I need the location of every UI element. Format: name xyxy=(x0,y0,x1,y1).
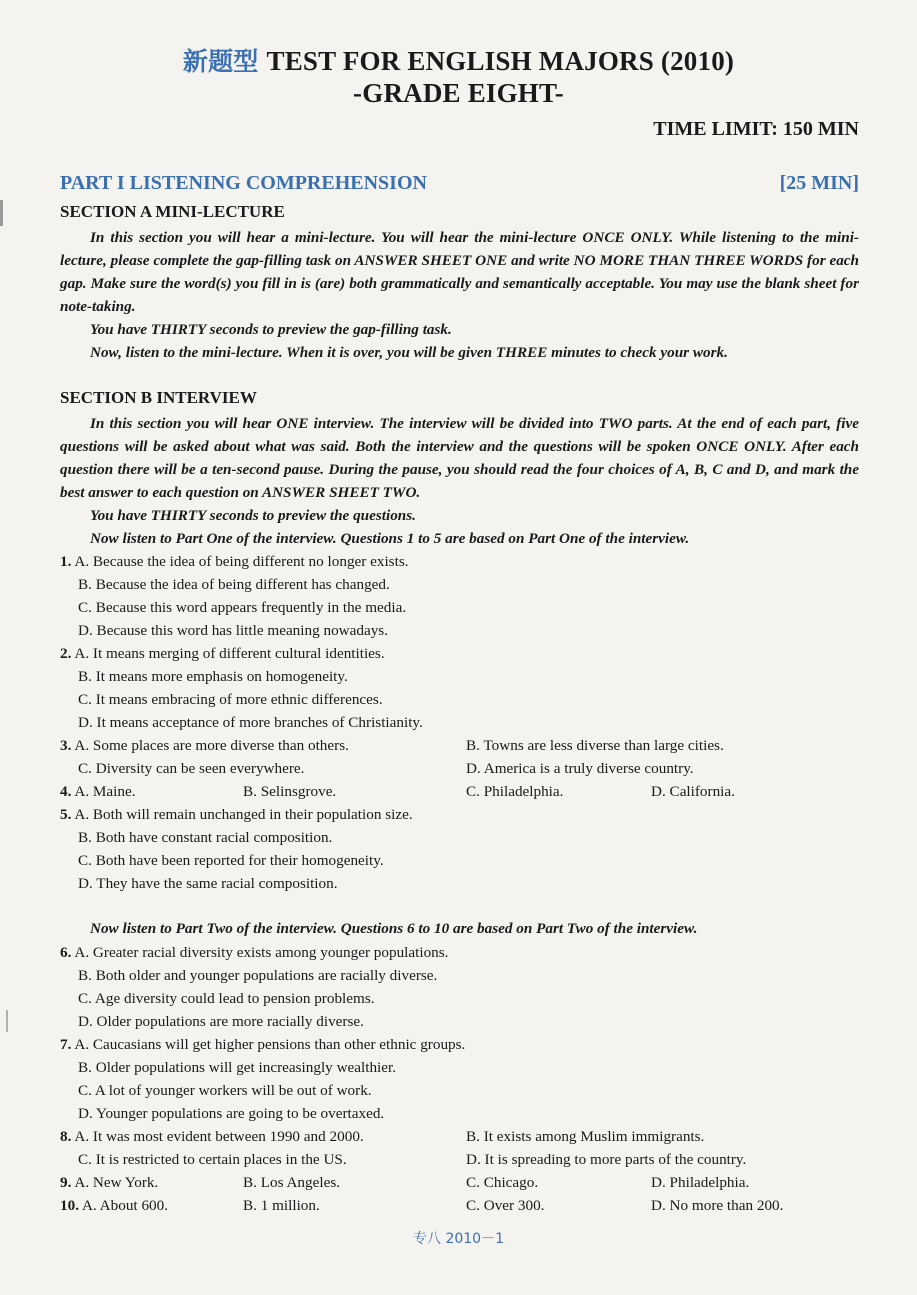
option-c: C. Over 300. xyxy=(466,1197,545,1214)
option-b: B. Because the idea of being different has changed. xyxy=(78,576,390,593)
option-a: A. Caucasians will get higher pensions than other ethnic groups. xyxy=(74,1036,466,1053)
option-a: A. It means merging of different cultural identities. xyxy=(74,645,385,662)
question-number: 2. xyxy=(60,645,72,662)
question-number: 8. xyxy=(60,1128,72,1145)
instruction-paragraph: You have THIRTY seconds to preview the questions. xyxy=(90,507,416,524)
option-a: A. Maine. xyxy=(74,783,136,800)
page-footer: 专八 2010－1 xyxy=(413,1231,504,1247)
question-number: 10. xyxy=(60,1197,79,1214)
option-a: A. Some places are more diverse than others. xyxy=(74,737,349,754)
option-a: A. Greater racial diversity exists among younger populations. xyxy=(74,944,449,961)
option-c: C. A lot of younger workers will be out of work. xyxy=(78,1082,372,1099)
option-b: B. 1 million. xyxy=(243,1197,320,1214)
questions-part-one xyxy=(60,550,859,895)
instruction-paragraph: Now, listen to the mini-lecture. When it is over, you will be given THREE minutes to check your work. xyxy=(90,344,728,361)
question-number: 6. xyxy=(60,944,72,961)
question-3 xyxy=(60,734,859,757)
option-d: D. Philadelphia. xyxy=(651,1174,750,1191)
question-number: 5. xyxy=(60,806,72,823)
part-two-instruction xyxy=(60,917,859,940)
option-d: D. Older populations are more racially diverse. xyxy=(78,1013,364,1030)
instruction-paragraph: Now listen to Part Two of the interview. Questions 6 to 10 are based on Part Two of the interview. xyxy=(90,920,698,937)
option-a: A. About 600. xyxy=(81,1197,169,1214)
question-2 xyxy=(60,642,859,665)
part-heading xyxy=(60,172,859,195)
option-d: D. It is spreading to more parts of the country. xyxy=(466,1151,747,1168)
option-c: C. It is restricted to certain places in the US. xyxy=(78,1151,347,1168)
question-8 xyxy=(60,1125,859,1148)
option-a: A. It was most evident between 1990 and 2000. xyxy=(74,1128,364,1145)
option-c: C. Age diversity could lead to pension problems. xyxy=(78,990,375,1007)
option-d: D. America is a truly diverse country. xyxy=(466,760,694,777)
option-a: A. Because the idea of being different no longer exists. xyxy=(74,553,409,570)
time-limit: TIME LIMIT: 150 MIN xyxy=(653,118,859,140)
option-b: B. It means more emphasis on homogeneity. xyxy=(78,668,348,685)
question-6 xyxy=(60,941,859,964)
option-b: B. Selinsgrove. xyxy=(243,783,337,800)
question-4 xyxy=(60,780,859,803)
option-b: B. It exists among Muslim immigrants. xyxy=(466,1128,705,1145)
option-b: B. Towns are less diverse than large cities. xyxy=(466,737,724,754)
instruction-paragraph: In this section you will hear ONE interview. The interview will be divided into TWO parts. At the end of each part, five questions will be asked about what was said. Both the interview and the questions will be spoken ONCE ONLY. After each question there will be a ten-second pause. During the pause, you should read the four choices of A, B, C and D, and mark the best answer to each question on ANSWER SHEET TWO. xyxy=(60,415,859,501)
instruction-paragraph: In this section you will hear a mini-lecture. You will hear the mini-lecture ONCE ONLY. While listening to the mini-lecture, please complete the gap-filling task on ANSWER SHEET ONE and write NO MORE THAN THREE WORDS for each gap. Make sure the word(s) you fill in is (are) both grammatically and semantically acceptable. You may use the blank sheet for note-taking. xyxy=(60,229,859,315)
question-number: 3. xyxy=(60,737,72,754)
option-a: A. Both will remain unchanged in their population size. xyxy=(74,806,413,823)
option-b: B. Both older and younger populations are racially diverse. xyxy=(78,967,438,984)
exam-title xyxy=(0,42,917,78)
question-number: 1. xyxy=(60,553,72,570)
option-d: D. Younger populations are going to be overtaxed. xyxy=(78,1105,385,1122)
option-b: B. Both have constant racial composition. xyxy=(78,829,333,846)
option-c: C. Because this word appears frequently in the media. xyxy=(78,599,407,616)
question-number: 9. xyxy=(60,1174,72,1191)
question-9 xyxy=(60,1171,859,1194)
instruction-paragraph: You have THIRTY seconds to preview the gap-filling task. xyxy=(90,321,452,338)
exam-subtitle: -GRADE EIGHT- xyxy=(353,78,564,108)
option-b: B. Older populations will get increasingly wealthier. xyxy=(78,1059,397,1076)
part-minutes: [25 MIN] xyxy=(779,172,859,194)
option-d: D. Because this word has little meaning nowadays. xyxy=(78,622,389,639)
option-d: D. It means acceptance of more branches of Christianity. xyxy=(78,714,423,731)
title-en: TEST FOR ENGLISH MAJORS (2010) xyxy=(266,46,735,76)
section-b-title: SECTION B INTERVIEW xyxy=(60,388,257,407)
page-edge-mark xyxy=(0,200,3,226)
question-10 xyxy=(60,1194,859,1217)
option-d: D. California. xyxy=(651,783,735,800)
option-c: C. Diversity can be seen everywhere. xyxy=(78,760,305,777)
option-c: C. Chicago. xyxy=(466,1174,539,1191)
option-c: C. Both have been reported for their homogeneity. xyxy=(78,852,384,869)
option-d: D. They have the same racial composition. xyxy=(78,875,338,892)
question-7 xyxy=(60,1033,859,1056)
section-a-instructions xyxy=(60,226,859,364)
question-number: 7. xyxy=(60,1036,72,1053)
option-b: B. Los Angeles. xyxy=(243,1174,341,1191)
section-a-title: SECTION A MINI-LECTURE xyxy=(60,202,285,221)
questions-part-two xyxy=(60,941,859,1217)
option-a: A. New York. xyxy=(74,1174,159,1191)
question-3-row-2 xyxy=(60,757,859,780)
question-number: 4. xyxy=(60,783,72,800)
option-c: C. Philadelphia. xyxy=(466,783,564,800)
instruction-paragraph: Now listen to Part One of the interview. Questions 1 to 5 are based on Part One of the interview. xyxy=(90,530,690,547)
option-c: C. It means embracing of more ethnic differences. xyxy=(78,691,383,708)
title-cn: 新题型 xyxy=(182,47,259,76)
section-b-instructions xyxy=(60,412,859,550)
page-edge-mark xyxy=(6,1010,8,1032)
question-5 xyxy=(60,803,859,826)
question-8-row-2 xyxy=(60,1148,859,1171)
option-d: D. No more than 200. xyxy=(651,1197,784,1214)
part-title: PART I LISTENING COMPREHENSION xyxy=(60,172,427,194)
question-1 xyxy=(60,550,859,573)
